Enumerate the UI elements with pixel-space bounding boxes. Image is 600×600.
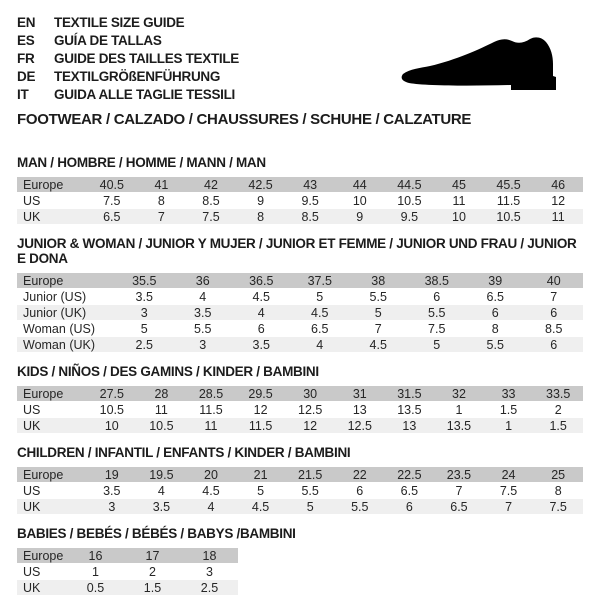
table-row-us bbox=[17, 402, 583, 417]
language-code: EN bbox=[17, 15, 36, 30]
size-cell: 39 bbox=[466, 273, 525, 288]
size-cell: 1 bbox=[455, 402, 463, 417]
row-label: Woman (UK) bbox=[17, 337, 115, 352]
size-cell: 33.5 bbox=[533, 386, 583, 401]
size-cell: 36 bbox=[174, 273, 233, 288]
size-cell: 0.5 bbox=[67, 580, 124, 595]
table-row-europe bbox=[17, 386, 583, 401]
size-cell: 6.5 bbox=[87, 209, 137, 224]
size-cell: 42 bbox=[186, 177, 236, 192]
size-table-section-1 bbox=[17, 236, 583, 353]
size-cell: 7.5 bbox=[533, 499, 583, 514]
size-table-section-3 bbox=[17, 445, 583, 515]
size-cell: 8.5 bbox=[202, 193, 220, 208]
size-cell: 4 bbox=[157, 483, 165, 498]
size-cell: 10.5 bbox=[137, 418, 187, 433]
size-cell: 3.5 bbox=[137, 499, 187, 514]
size-cell: 7.5 bbox=[186, 209, 236, 224]
size-cell: 28 bbox=[137, 386, 187, 401]
size-cell: 5 bbox=[257, 483, 265, 498]
size-cell: 30 bbox=[285, 386, 335, 401]
size-cell: 13.5 bbox=[397, 402, 422, 417]
row-label: Europe bbox=[17, 467, 87, 482]
size-cell: 31.5 bbox=[385, 386, 435, 401]
size-cell: 13.5 bbox=[434, 418, 484, 433]
size-cell: 6 bbox=[385, 499, 435, 514]
size-cell: 38.5 bbox=[408, 273, 467, 288]
table-row-junior-us bbox=[17, 289, 583, 304]
size-cell: 31 bbox=[335, 386, 385, 401]
size-cell: 11 bbox=[186, 418, 236, 433]
size-table-section-2 bbox=[17, 364, 583, 434]
size-cell: 42.5 bbox=[236, 177, 286, 192]
size-cell: 4.5 bbox=[202, 483, 220, 498]
size-cell: 11 bbox=[452, 193, 466, 208]
size-cell: 4.5 bbox=[236, 499, 286, 514]
size-cell: 9 bbox=[257, 193, 265, 208]
size-cell: 13 bbox=[352, 402, 367, 417]
size-cell: 7 bbox=[374, 321, 382, 336]
size-cell: 41 bbox=[137, 177, 187, 192]
size-cell: 11 bbox=[154, 402, 168, 417]
size-cell: 8 bbox=[491, 321, 499, 336]
language-row-en bbox=[17, 14, 239, 32]
size-cell: 11 bbox=[533, 209, 583, 224]
row-label: UK bbox=[17, 580, 67, 595]
size-cell: 7.5 bbox=[499, 483, 518, 498]
size-cell: 35.5 bbox=[115, 273, 174, 288]
size-cell: 10 bbox=[434, 209, 484, 224]
size-cell: 5 bbox=[349, 305, 408, 320]
size-cell: 11.5 bbox=[199, 402, 223, 417]
size-cell: 29.5 bbox=[236, 386, 286, 401]
size-cell: 5 bbox=[285, 499, 335, 514]
size-cell: 13 bbox=[385, 418, 435, 433]
language-label: TEXTILE SIZE GUIDE bbox=[54, 15, 185, 30]
size-cell: 7.5 bbox=[103, 193, 121, 208]
size-cell: 45 bbox=[434, 177, 484, 192]
size-cell: 21 bbox=[236, 467, 286, 482]
language-row-es bbox=[17, 32, 239, 50]
size-cell: 5.5 bbox=[408, 305, 467, 320]
size-cell: 1.5 bbox=[533, 418, 583, 433]
size-cell: 22 bbox=[335, 467, 385, 482]
size-cell: 8 bbox=[236, 209, 286, 224]
size-cell: 8 bbox=[554, 483, 562, 498]
size-table-section-0 bbox=[17, 155, 583, 225]
size-cell: 36.5 bbox=[232, 273, 291, 288]
size-tables bbox=[17, 155, 583, 596]
size-cell: 7 bbox=[455, 483, 463, 498]
size-cell: 11.5 bbox=[236, 418, 286, 433]
size-cell: 4.5 bbox=[349, 337, 408, 352]
size-cell: 10 bbox=[352, 193, 367, 208]
table-row-us bbox=[17, 483, 583, 498]
size-cell: 5 bbox=[316, 289, 324, 304]
size-cell: 20 bbox=[186, 467, 236, 482]
language-code: ES bbox=[17, 33, 35, 48]
category-line: FOOTWEAR / CALZADO / CHAUSSURES / SCHUHE / CALZATURE bbox=[17, 111, 472, 128]
table-row-europe bbox=[17, 548, 238, 563]
size-cell: 19.5 bbox=[137, 467, 187, 482]
row-label: US bbox=[23, 483, 41, 498]
size-cell: 7 bbox=[550, 289, 558, 304]
size-cell: 1 bbox=[484, 418, 534, 433]
size-cell: 6 bbox=[525, 337, 584, 352]
size-cell: 40 bbox=[525, 273, 584, 288]
size-table-title: BABIES / BEBÉS / BÉBÉS / BABYS /BAMBINI bbox=[17, 526, 296, 541]
table-row-europe bbox=[17, 177, 583, 192]
size-cell: 18 bbox=[181, 548, 238, 563]
size-table-section-4 bbox=[17, 526, 583, 596]
size-cell: 8.5 bbox=[545, 321, 563, 336]
size-cell: 4.5 bbox=[252, 289, 270, 304]
table-row-europe bbox=[17, 273, 583, 288]
size-table-title: JUNIOR & WOMAN / JUNIOR Y MUJER / JUNIOR ET FEMME / JUNIOR UND FRAU / JUNIOR E DONA bbox=[17, 236, 577, 266]
size-cell: 3.5 bbox=[174, 305, 233, 320]
size-cell: 4 bbox=[232, 305, 291, 320]
row-label: US bbox=[23, 193, 41, 208]
size-cell: 9.5 bbox=[301, 193, 319, 208]
size-cell: 2.5 bbox=[115, 337, 174, 352]
size-cell: 4 bbox=[199, 289, 207, 304]
row-label: Junior (UK) bbox=[17, 305, 115, 320]
language-label: GUIDE DES TAILLES TEXTILE bbox=[54, 51, 240, 66]
size-table bbox=[17, 466, 583, 515]
size-cell: 17 bbox=[124, 548, 181, 563]
size-cell: 1.5 bbox=[124, 580, 181, 595]
size-cell: 9 bbox=[335, 209, 385, 224]
size-cell: 6 bbox=[257, 321, 265, 336]
size-cell: 3 bbox=[206, 564, 213, 579]
size-cell: 12.5 bbox=[298, 402, 323, 417]
size-cell: 5.5 bbox=[301, 483, 319, 498]
size-table-title: CHILDREN / INFANTIL / ENFANTS / KINDER / BAMBINI bbox=[17, 445, 351, 460]
size-cell: 5.5 bbox=[335, 499, 385, 514]
row-label: Junior (US) bbox=[23, 289, 87, 304]
table-row-us bbox=[17, 564, 238, 579]
size-cell: 37.5 bbox=[291, 273, 350, 288]
size-table bbox=[17, 547, 238, 596]
size-cell: 5.5 bbox=[369, 289, 387, 304]
size-table bbox=[17, 272, 583, 353]
size-cell: 45.5 bbox=[484, 177, 534, 192]
size-cell: 6 bbox=[356, 483, 364, 498]
table-row-uk bbox=[17, 209, 583, 224]
size-cell: 6.5 bbox=[400, 483, 419, 498]
shoe-silhouette-path bbox=[402, 37, 556, 90]
row-label: US bbox=[23, 402, 41, 417]
header bbox=[17, 14, 583, 104]
size-cell: 6 bbox=[433, 289, 441, 304]
size-cell: 32 bbox=[434, 386, 484, 401]
row-label: Woman (US) bbox=[23, 321, 96, 336]
size-cell: 3.5 bbox=[232, 337, 291, 352]
language-row-fr bbox=[17, 50, 239, 68]
size-cell: 44.5 bbox=[385, 177, 435, 192]
language-list bbox=[17, 14, 239, 104]
size-cell: 24 bbox=[484, 467, 534, 482]
size-cell: 4 bbox=[186, 499, 236, 514]
size-cell: 28.5 bbox=[186, 386, 236, 401]
size-cell: 6 bbox=[466, 305, 525, 320]
size-cell: 44 bbox=[335, 177, 385, 192]
language-row-de bbox=[17, 68, 239, 86]
language-code: FR bbox=[17, 51, 35, 66]
size-cell: 8.5 bbox=[285, 209, 335, 224]
size-cell: 3.5 bbox=[135, 289, 153, 304]
size-cell: 2 bbox=[554, 402, 562, 417]
size-cell: 3 bbox=[174, 337, 233, 352]
table-row-woman-us bbox=[17, 321, 583, 336]
language-label: GUÍA DE TALLAS bbox=[54, 33, 162, 48]
size-table-title: KIDS / NIÑOS / DES GAMINS / KINDER / BAMBINI bbox=[17, 364, 319, 379]
size-cell: 5 bbox=[140, 321, 148, 336]
table-row-us bbox=[17, 193, 583, 208]
language-row-it bbox=[17, 86, 239, 104]
size-cell: 3.5 bbox=[103, 483, 121, 498]
size-cell: 8 bbox=[157, 193, 165, 208]
size-cell: 4 bbox=[291, 337, 350, 352]
table-row-europe bbox=[17, 467, 583, 482]
size-cell: 19 bbox=[87, 467, 137, 482]
table-row-uk bbox=[17, 418, 583, 433]
size-cell: 27.5 bbox=[87, 386, 137, 401]
size-cell: 21.5 bbox=[285, 467, 335, 482]
size-cell: 6.5 bbox=[311, 321, 329, 336]
size-cell: 12 bbox=[285, 418, 335, 433]
language-label: TEXTILGRÖßENFÜHRUNG bbox=[54, 69, 221, 84]
size-cell: 9.5 bbox=[385, 209, 435, 224]
size-cell: 7.5 bbox=[428, 321, 446, 336]
row-label: UK bbox=[17, 418, 87, 433]
size-cell: 4.5 bbox=[291, 305, 350, 320]
row-label: Europe bbox=[17, 548, 67, 563]
size-cell: 6.5 bbox=[434, 499, 484, 514]
size-cell: 3 bbox=[115, 305, 174, 320]
size-cell: 12 bbox=[253, 402, 268, 417]
row-label: Europe bbox=[17, 177, 87, 192]
size-table-title: MAN / HOMBRE / HOMME / MANN / MAN bbox=[17, 155, 266, 170]
size-cell: 22.5 bbox=[385, 467, 435, 482]
language-label: GUIDA ALLE TAGLIE TESSILI bbox=[54, 87, 235, 102]
size-cell: 10.5 bbox=[484, 209, 534, 224]
size-cell: 3 bbox=[87, 499, 137, 514]
size-table bbox=[17, 176, 583, 225]
row-label: UK bbox=[17, 499, 87, 514]
language-code: IT bbox=[17, 87, 29, 102]
size-cell: 38 bbox=[349, 273, 408, 288]
size-cell: 46 bbox=[533, 177, 583, 192]
table-row-uk bbox=[17, 499, 583, 514]
size-cell: 2.5 bbox=[181, 580, 238, 595]
shoe-icon bbox=[396, 33, 571, 95]
language-code: DE bbox=[17, 69, 36, 84]
size-cell: 40.5 bbox=[87, 177, 137, 192]
row-label: UK bbox=[17, 209, 87, 224]
table-row-woman-uk bbox=[17, 337, 583, 352]
size-cell: 23.5 bbox=[434, 467, 484, 482]
size-cell: 10.5 bbox=[397, 193, 422, 208]
size-cell: 5.5 bbox=[466, 337, 525, 352]
size-cell: 5.5 bbox=[194, 321, 212, 336]
size-cell: 5 bbox=[408, 337, 467, 352]
size-cell: 7 bbox=[484, 499, 534, 514]
row-label: US bbox=[23, 564, 41, 579]
size-cell: 10.5 bbox=[99, 402, 124, 417]
size-cell: 12.5 bbox=[335, 418, 385, 433]
size-cell: 1.5 bbox=[499, 402, 518, 417]
size-table bbox=[17, 385, 583, 434]
size-cell: 16 bbox=[67, 548, 124, 563]
size-cell: 2 bbox=[149, 564, 156, 579]
row-label: Europe bbox=[17, 386, 87, 401]
size-cell: 11.5 bbox=[496, 193, 521, 208]
size-cell: 33 bbox=[484, 386, 534, 401]
size-cell: 10 bbox=[87, 418, 137, 433]
table-row-uk bbox=[17, 580, 238, 595]
table-row-junior-uk bbox=[17, 305, 583, 320]
size-cell: 7 bbox=[137, 209, 187, 224]
size-cell: 43 bbox=[285, 177, 335, 192]
size-cell: 6 bbox=[525, 305, 584, 320]
row-label: Europe bbox=[17, 273, 115, 288]
size-cell: 25 bbox=[533, 467, 583, 482]
size-cell: 1 bbox=[92, 564, 99, 579]
size-cell: 12 bbox=[551, 193, 566, 208]
size-cell: 6.5 bbox=[486, 289, 504, 304]
